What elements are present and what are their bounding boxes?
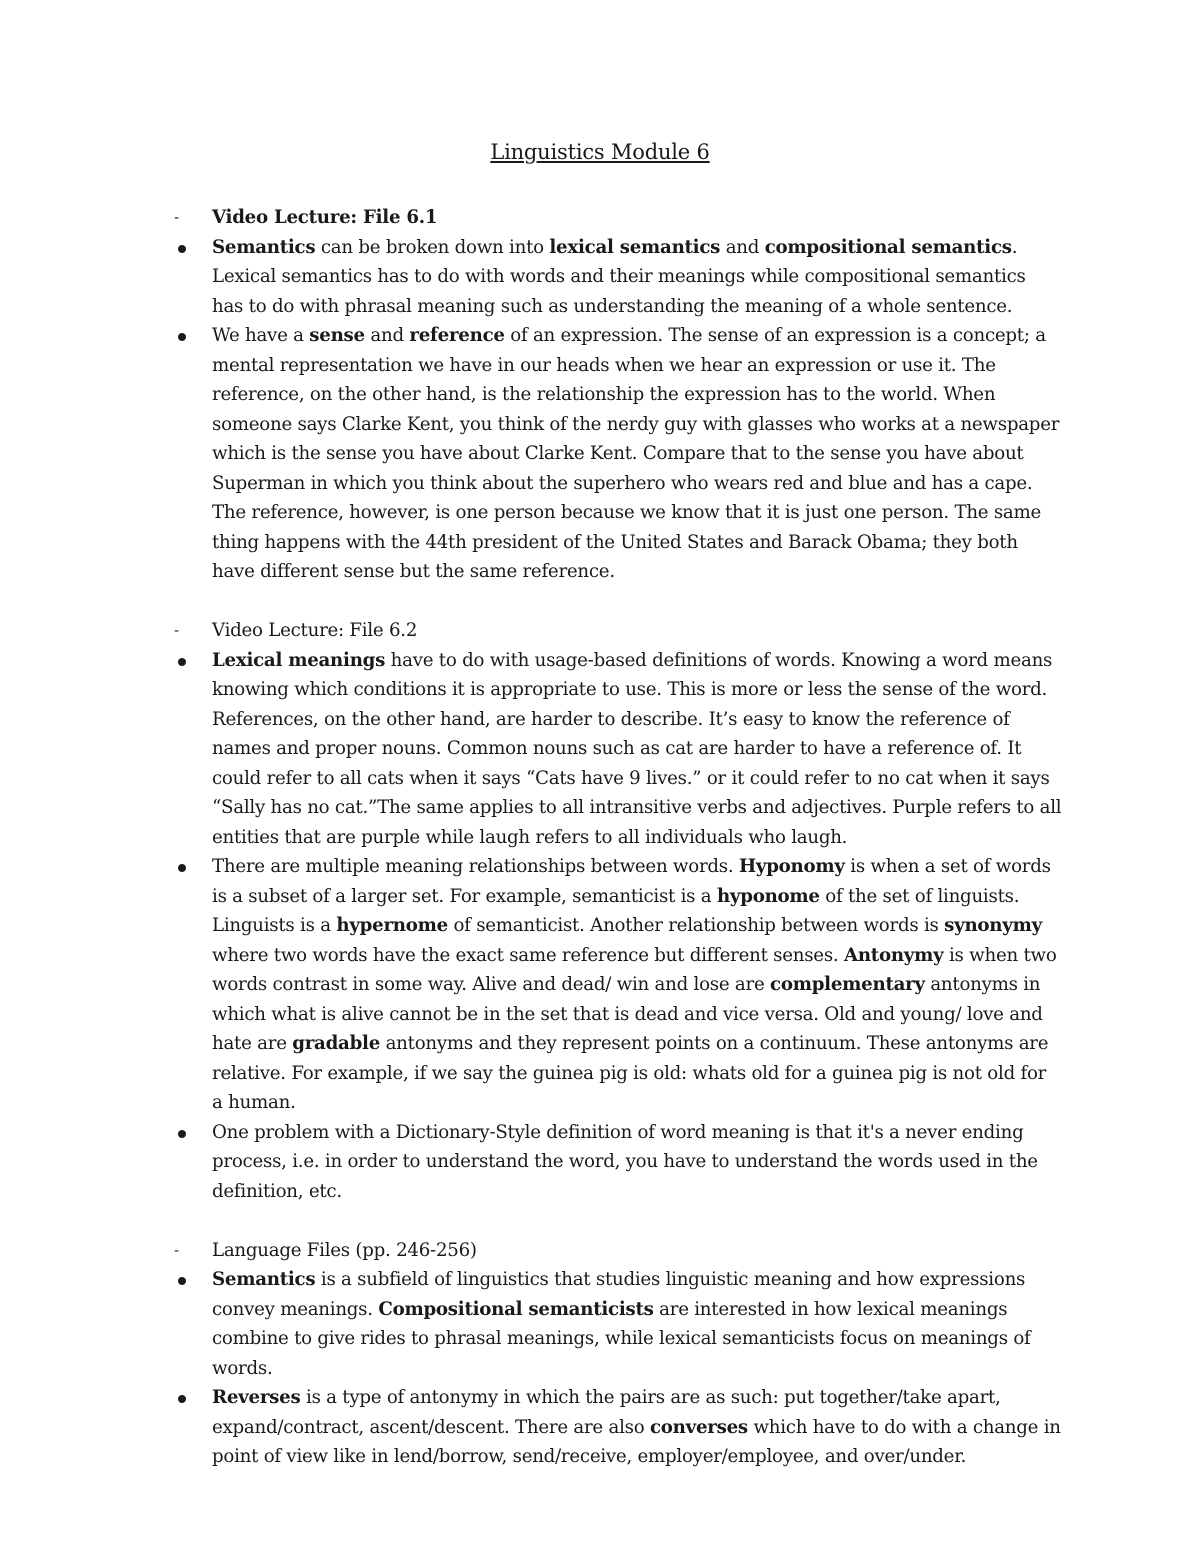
bullet-item <box>0 1265 1200 1383</box>
bold-term: hypernome <box>336 915 448 936</box>
bullet-text: One problem with a Dictionary-Style definition of word meaning is that it's a never ending process, i.e. in order to understand the word, you have to understand the words used in the definition, etc. <box>212 1121 1038 1202</box>
bullet-item <box>0 646 1200 853</box>
bold-term: Hyponomy <box>738 856 845 877</box>
section-spacer <box>0 1206 1200 1236</box>
bold-term: gradable <box>292 1033 381 1054</box>
bold-term: Reverses <box>212 1387 301 1408</box>
bullet-text: Lexical meanings have to do with usage-based definitions of words. Knowing a word means knowing which conditions it is appropriate to use. This is more or less the sense of the word. References, on the other hand, are harder to describe. It’s easy to know the reference of names and proper nouns. Common nouns such as cat are harder to have a reference of. It could refer to all cats when it says “Cats have 9 lives.” or it could refer to no cat when it says “Sally has no cat.”The same applies to all intransitive verbs and adjectives. Purple refers to all entities that are purple while laugh refers to all individuals who laugh. <box>212 649 1062 848</box>
dash-marker: - <box>174 621 179 639</box>
section-heading-text: Language Files (pp. 246-256) <box>212 1239 477 1261</box>
section-heading <box>0 203 1200 233</box>
bold-term: converses <box>649 1416 748 1438</box>
bullet-item <box>0 1383 1200 1472</box>
dash-marker: - <box>174 208 179 226</box>
bullet-item <box>0 852 1200 1118</box>
bold-term: Compositional semanticists <box>378 1298 654 1320</box>
bold-term: compositional semantics <box>764 236 1012 258</box>
bold-term: Semantics <box>212 236 316 258</box>
dash-marker: - <box>174 1240 179 1259</box>
section-spacer <box>0 587 1200 617</box>
bold-term: Semantics <box>212 1269 316 1290</box>
bullet-item <box>0 233 1200 322</box>
bold-term: sense <box>309 325 365 346</box>
bullet-text: We have a sense and reference of an expression. The sense of an expression is a concept; a mental representation we have in our heads when we hear an expression or use it. The reference, on the other hand, is the relationship the expression has to the world. When someone says Clarke Kent, you think of the nerdy guy with glasses who works at a newspaper which is the sense you have about Clarke Kent. Compare that to the sense you have about Superman in which you think about the superhero who wears red and blue and has a cape. The reference, however, is one person because we know that it is just one person. The same thing happens with the 44th president of the United States and Barack Obama; they both have different sense but the same reference. <box>212 325 1060 582</box>
bullet-text: Semantics is a subfield of linguistics that studies linguistic meaning and how expressions convey meanings. Compositional semanticists are interested in how lexical meanings combine to give rides to phrasal meanings, while lexical semanticists focus on meanings of words. <box>212 1269 1031 1379</box>
bold-term: complementary <box>770 974 925 995</box>
section-heading <box>0 616 1200 646</box>
bullet-item <box>0 321 1200 587</box>
section-heading <box>0 1236 1200 1266</box>
bullet-item <box>0 1118 1200 1207</box>
bold-term: synonymy <box>944 915 1042 936</box>
bold-term: lexical semantics <box>549 236 721 258</box>
bold-term: Lexical meanings <box>212 649 386 671</box>
bold-term: hyponome <box>716 885 820 907</box>
section-heading-text: Video Lecture: File 6.1 <box>212 207 438 228</box>
document-body <box>0 203 1200 1472</box>
section-heading-text: Video Lecture: File 6.2 <box>212 620 418 641</box>
bold-term: reference <box>409 325 505 346</box>
bullet-text: Reverses is a type of antonymy in which the pairs are as such: put together/take apart, expand/contract, ascent/descent. There are also converses which have to do with a change in point of view like in lend/borrow, send/receive, employer/employee, and over/under. <box>212 1387 1061 1467</box>
page-title: Linguistics Module 6 <box>490 140 710 164</box>
bullet-text: Semantics can be broken down into lexical semantics and compositional semantics. Lexical semantics has to do with words and their meanings while compositional semantics has to do with phrasal meaning such as understanding the meaning of a whole sentence. <box>212 236 1026 317</box>
bold-term: Antonymy <box>843 944 944 966</box>
bullet-text: There are multiple meaning relationships between words. Hyponomy is when a set of words is a subset of a larger set. For example, semanticist is a hyponome of the set of linguists. Linguists is a hypernome of semanticist. Another relationship between words is synonymy where two words have the exact same reference but different senses. Antonymy is when two words contrast in some way. Alive and dead/ win and lose are complementary antonyms in which what is alive cannot be in the set that is dead and vice versa. Old and young/ love and hate are gradable antonyms and they represent points on a continuum. These antonyms are relative. For example, if we say the guinea pig is old: whats old for a guinea pig is not old for a human. <box>212 856 1057 1113</box>
